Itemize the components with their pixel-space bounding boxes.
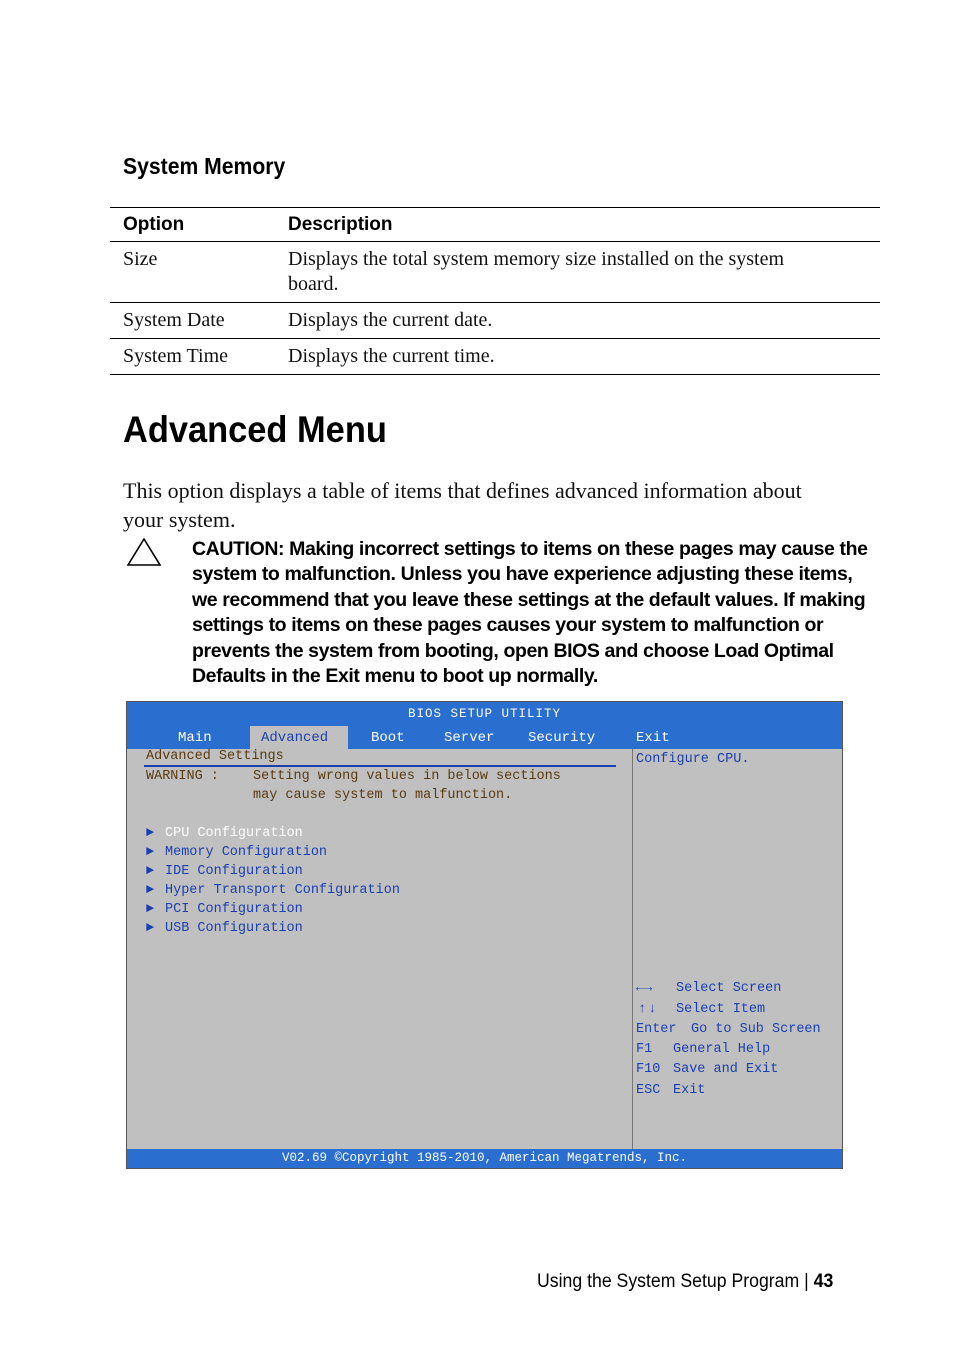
menu-item-cpu-configuration[interactable]: CPU Configuration xyxy=(165,826,303,841)
header-description: Description xyxy=(288,214,393,235)
key-action: Select Item xyxy=(676,1002,766,1017)
page-title: Advanced Menu xyxy=(123,409,387,450)
bios-screenshot xyxy=(126,701,843,1169)
key-label: F10 xyxy=(636,1062,661,1077)
section-heading: System Memory xyxy=(123,153,286,179)
key-label: F1 xyxy=(636,1042,653,1057)
menu-arrow-icon: ► xyxy=(146,864,155,879)
key-action: Go to Sub Screen xyxy=(691,1022,821,1037)
menu-arrow-icon: ► xyxy=(146,845,155,860)
key-label: Enter xyxy=(636,1022,677,1037)
menu-arrow-icon: ► xyxy=(146,902,155,917)
key-action: Exit xyxy=(673,1083,706,1098)
bios-copyright-bar: V02.69 ©Copyright 1985-2010, American Megatrends, Inc. xyxy=(127,1149,842,1168)
panel-divider xyxy=(632,749,633,1149)
key-action: Select Screen xyxy=(676,981,782,996)
warning-line-1: Setting wrong values in below sections xyxy=(253,769,561,784)
bios-title: BIOS SETUP UTILITY xyxy=(127,702,842,726)
key-action: General Help xyxy=(673,1042,771,1057)
bios-tab-bar xyxy=(127,726,842,749)
menu-item-pci-configuration[interactable]: PCI Configuration xyxy=(165,902,303,917)
tab-security[interactable]: Security xyxy=(528,730,596,746)
menu-arrow-icon: ► xyxy=(146,921,155,936)
footer-separator: | xyxy=(804,1271,809,1292)
warning-line-2: may cause system to malfunction. xyxy=(253,788,513,803)
menu-item-ide-configuration[interactable]: IDE Configuration xyxy=(165,864,303,879)
page-footer xyxy=(537,1271,833,1293)
system-memory-table xyxy=(110,207,880,375)
table-row xyxy=(110,303,880,339)
cell-description: Displays the total system memory size installed on the system board. xyxy=(288,248,785,295)
menu-item-hyper-transport-configuration[interactable]: Hyper Transport Configuration xyxy=(165,883,400,898)
section-underline xyxy=(144,765,616,767)
caution-icon xyxy=(126,537,162,567)
arrows-lr-icon: ←→ xyxy=(636,981,653,996)
page-number: 43 xyxy=(813,1271,834,1292)
tab-advanced[interactable]: Advanced xyxy=(250,726,348,749)
help-text: Configure CPU. xyxy=(636,752,750,767)
tab-server[interactable]: Server xyxy=(444,730,495,746)
menu-item-usb-configuration[interactable]: USB Configuration xyxy=(165,921,303,936)
cell-option: System Time xyxy=(123,345,229,367)
key-label: ESC xyxy=(636,1083,661,1098)
cell-description: Displays the current date. xyxy=(288,309,493,331)
footer-title: Using the System Setup Program xyxy=(537,1271,800,1292)
caution-note: CAUTION: Making incorrect settings to items on these pages may cause the system to malfunction. Unless you have experience adjusting these items, we recommend that you leave these settings at the default values. If making settings to items on these pages causes your system to malfunction or prevents the system from booting, open BIOS and choose Load Optimal Defaults in the Exit menu to boot up normally. xyxy=(192,538,868,688)
key-action: Save and Exit xyxy=(673,1062,779,1077)
table-header-row xyxy=(110,208,880,242)
tab-main[interactable]: Main xyxy=(178,730,212,746)
cell-option: System Date xyxy=(123,309,225,331)
intro-paragraph: This option displays a table of items that defines advanced information about your system. xyxy=(123,478,802,532)
arrows-ud-icon: ↑↓ xyxy=(638,1002,659,1017)
tab-exit[interactable]: Exit xyxy=(636,730,670,746)
table-row xyxy=(110,339,880,375)
cell-description: Displays the current time. xyxy=(288,345,495,367)
menu-arrow-icon: ► xyxy=(146,826,155,841)
table-row xyxy=(110,242,880,303)
menu-arrow-icon: ► xyxy=(146,883,155,898)
warning-label: WARNING : xyxy=(146,769,219,784)
advanced-settings-label: Advanced Settings xyxy=(146,749,284,764)
menu-item-memory-configuration[interactable]: Memory Configuration xyxy=(165,845,328,860)
tab-boot[interactable]: Boot xyxy=(371,730,405,746)
header-option: Option xyxy=(123,214,185,235)
cell-option: Size xyxy=(123,248,158,270)
